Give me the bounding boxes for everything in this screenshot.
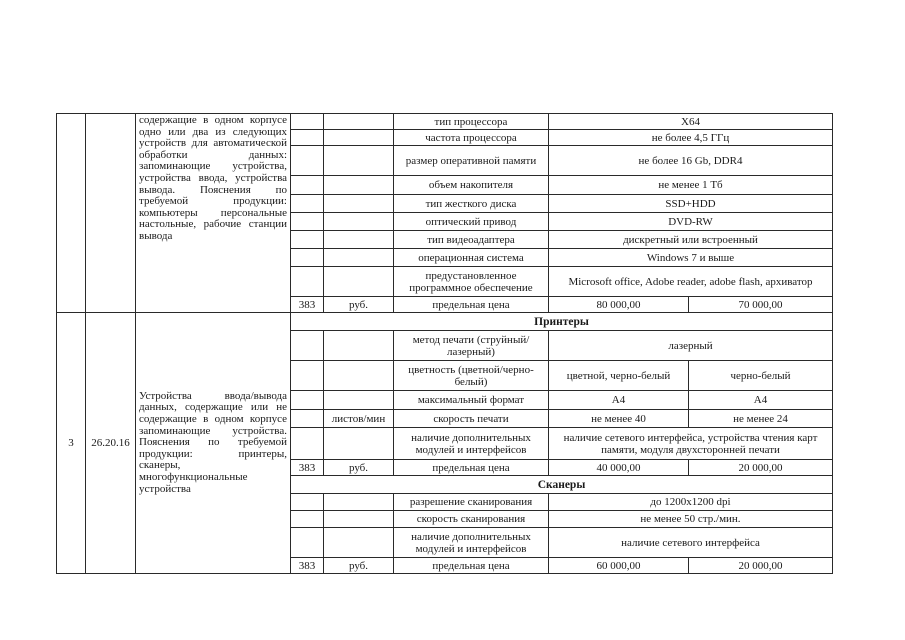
unit-name: руб. bbox=[324, 558, 394, 574]
characteristic-value: не менее 24 bbox=[689, 410, 833, 428]
characteristic-name: тип видеоадаптера bbox=[394, 231, 549, 249]
characteristic-name: предельная цена bbox=[394, 460, 549, 476]
characteristic-name: объем накопителя bbox=[394, 176, 549, 195]
characteristic-value: не менее 40 bbox=[549, 410, 689, 428]
characteristic-value: DVD-RW bbox=[549, 213, 833, 231]
characteristic-value: цветной, черно-белый bbox=[549, 361, 689, 391]
characteristic-value: SSD+HDD bbox=[549, 195, 833, 213]
characteristic-name: размер оперативной памяти bbox=[394, 146, 549, 176]
okei-code: 383 bbox=[291, 460, 324, 476]
characteristic-name: скорость печати bbox=[394, 410, 549, 428]
characteristic-value: Х64 bbox=[549, 114, 833, 130]
characteristic-name: метод печати (струйный/лазерный) bbox=[394, 331, 549, 361]
okpd-code-cell bbox=[86, 114, 136, 313]
section-header-scanners: Сканеры bbox=[291, 476, 833, 494]
okei-code: 383 bbox=[291, 297, 324, 313]
characteristic-name: разрешение сканирования bbox=[394, 494, 549, 511]
okpd-code-cell: 26.20.16 bbox=[86, 313, 136, 574]
requirements-table bbox=[56, 113, 833, 574]
price-value: 40 000,00 bbox=[549, 460, 689, 476]
price-value: 80 000,00 bbox=[549, 297, 689, 313]
characteristic-value: до 1200х1200 dpi bbox=[549, 494, 833, 511]
row-number-cell bbox=[57, 114, 86, 313]
product-description: Устройства ввода/вывода данных, содержащие или не содержащие в одном корпусе запоминающие устройства. Пояснения по требуемой продукции: принтеры, сканеры, многофункциональные устройства bbox=[136, 313, 291, 574]
price-value: 20 000,00 bbox=[689, 460, 833, 476]
section-header-printers: Принтеры bbox=[291, 313, 833, 331]
characteristic-name: предустановленное программное обеспечение bbox=[394, 267, 549, 297]
product-description: содержащие в одном корпусе одно или два из следующих устройств для автоматической обработки данных: запоминающие устройства, устройства ввода, устройства вывода. Пояснения по требуемой продукции: компьютеры персональные настольные, рабочие станции вывода bbox=[136, 114, 291, 313]
unit-name: руб. bbox=[324, 297, 394, 313]
characteristic-value: Windows 7 и выше bbox=[549, 249, 833, 267]
price-value: 60 000,00 bbox=[549, 558, 689, 574]
characteristic-value: черно-белый bbox=[689, 361, 833, 391]
unit-name: листов/мин bbox=[324, 410, 394, 428]
characteristic-name: тип процессора bbox=[394, 114, 549, 130]
okei-code: 383 bbox=[291, 558, 324, 574]
characteristic-name: оптический привод bbox=[394, 213, 549, 231]
characteristic-value: не более 16 Gb, DDR4 bbox=[549, 146, 833, 176]
characteristic-name: скорость сканирования bbox=[394, 511, 549, 528]
characteristic-value: дискретный или встроенный bbox=[549, 231, 833, 249]
characteristic-value: не более 4,5 ГГц bbox=[549, 130, 833, 146]
characteristic-value: Microsoft office, Adobe reader, adobe flash, архиватор bbox=[549, 267, 833, 297]
characteristic-value: не менее 50 стр./мин. bbox=[549, 511, 833, 528]
characteristic-name: операционная система bbox=[394, 249, 549, 267]
characteristic-value: А4 bbox=[689, 391, 833, 410]
characteristic-name: предельная цена bbox=[394, 558, 549, 574]
characteristic-value: А4 bbox=[549, 391, 689, 410]
characteristic-name: тип жесткого диска bbox=[394, 195, 549, 213]
characteristic-value: не менее 1 Тб bbox=[549, 176, 833, 195]
characteristic-name: максимальный формат bbox=[394, 391, 549, 410]
row-number-cell: 3 bbox=[57, 313, 86, 574]
characteristic-name: цветность (цветной/черно-белый) bbox=[394, 361, 549, 391]
characteristic-name: наличие дополнительных модулей и интерфейсов bbox=[394, 528, 549, 558]
characteristic-name: предельная цена bbox=[394, 297, 549, 313]
characteristic-name: частота процессора bbox=[394, 130, 549, 146]
characteristic-value: наличие сетевого интерфейса, устройства чтения карт памяти, модуля двухсторонней печати bbox=[549, 428, 833, 460]
price-value: 70 000,00 bbox=[689, 297, 833, 313]
characteristic-value: наличие сетевого интерфейса bbox=[549, 528, 833, 558]
characteristic-value: лазерный bbox=[549, 331, 833, 361]
unit-name: руб. bbox=[324, 460, 394, 476]
characteristic-name: наличие дополнительных модулей и интерфейсов bbox=[394, 428, 549, 460]
price-value: 20 000,00 bbox=[689, 558, 833, 574]
